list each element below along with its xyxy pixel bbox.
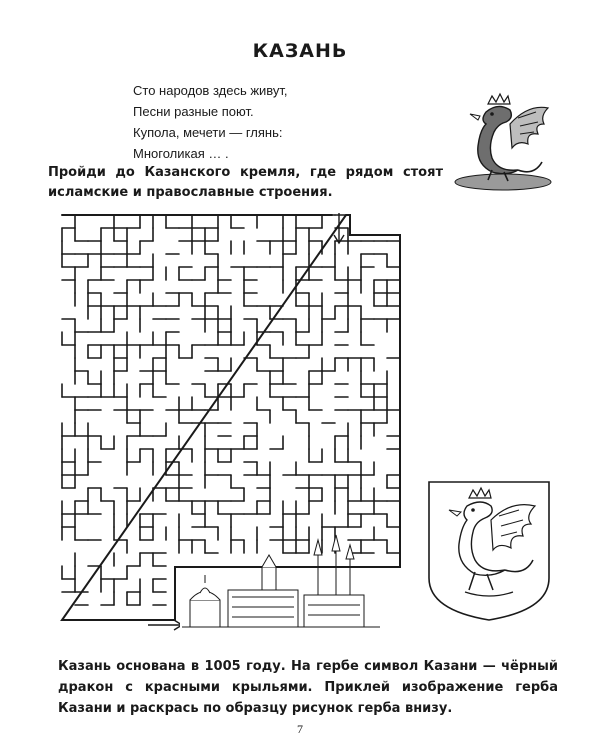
dragon-emblem-icon bbox=[448, 84, 558, 194]
page-number: 7 bbox=[297, 722, 303, 736]
coat-of-arms-outline bbox=[425, 478, 553, 623]
footer-text: Казань основана в 1005 году. На гербе символ Казани — чёрный дракон с красными крыльями. Приклей изображение герба Казани и раскрась по образцу рисунок герба внизу. bbox=[58, 659, 558, 716]
poem-line: Сто народов здесь живут, bbox=[133, 83, 288, 98]
poem-line: Многоликая … . bbox=[133, 146, 229, 161]
kremlin-illustration bbox=[180, 535, 380, 630]
task-text: Пройди до Казанского кремля, где рядом стоят исламские и православные строения. bbox=[48, 165, 443, 200]
arrow-right-icon bbox=[148, 620, 182, 630]
poem bbox=[133, 80, 288, 164]
page-title: КАЗАНЬ bbox=[252, 40, 348, 62]
maze-drawing bbox=[50, 195, 420, 645]
poem-line: Купола, мечети — глянь: bbox=[133, 125, 283, 140]
poem-line: Песни разные поют. bbox=[133, 104, 254, 119]
maze bbox=[50, 195, 420, 645]
